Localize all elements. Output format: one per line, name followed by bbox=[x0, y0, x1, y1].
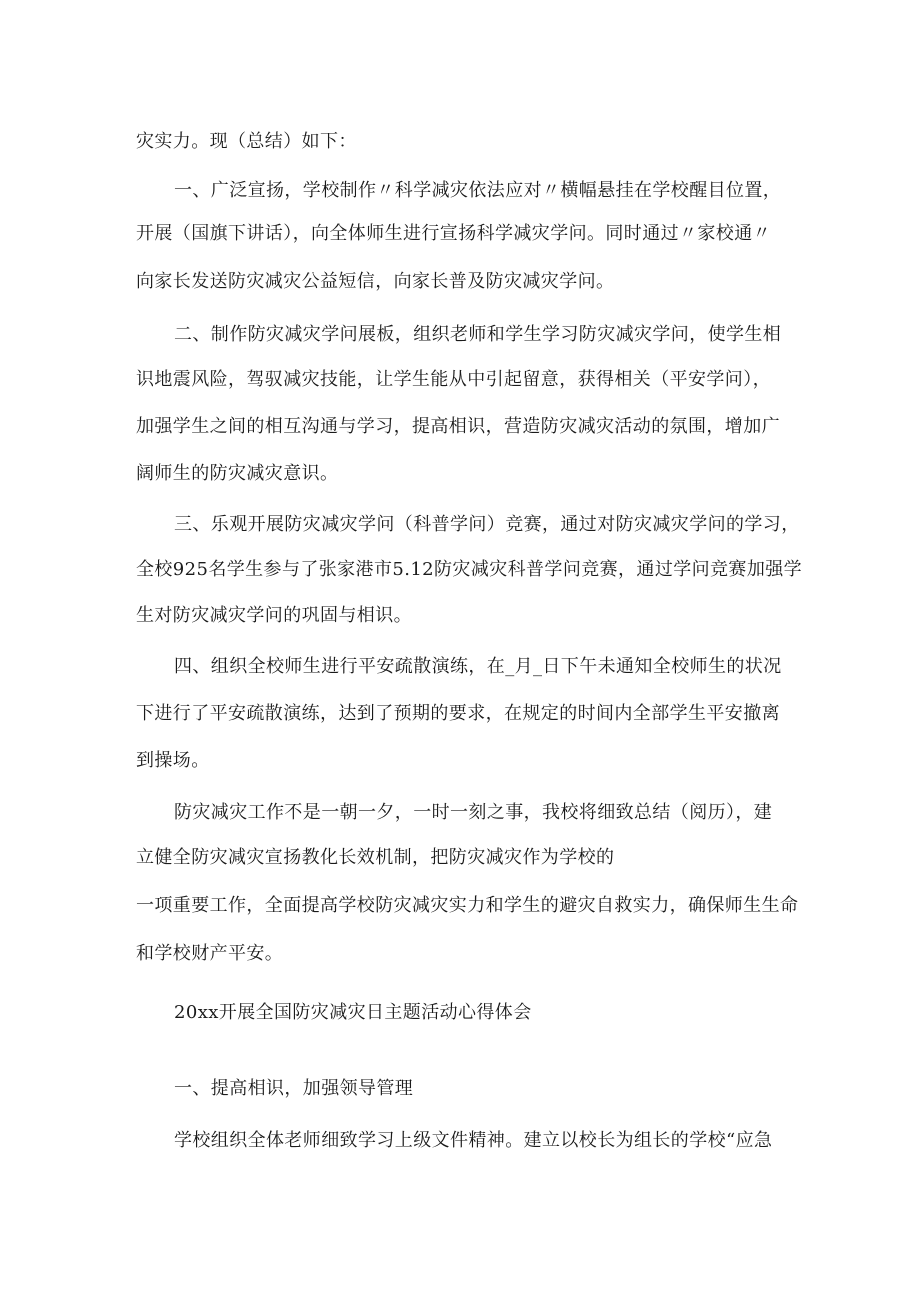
text-line: 开展（国旗下讲话），向全体师生进行宣扬科学减灾学问。同时通过〃家校通〃 bbox=[136, 223, 771, 244]
text-line: 生对防灾减灾学问的巩固与相识。 bbox=[136, 605, 412, 626]
text-line: 全校925名学生参与了张家港市5.12防灾减灾科普学问竞赛，通过学问竞赛加强学 bbox=[136, 559, 803, 580]
text-line: 学校组织全体老师细致学习上级文件精神。建立以校长为组长的学校“应急 bbox=[174, 1130, 773, 1151]
text-line: 和学校财产平安。 bbox=[136, 943, 284, 964]
text-line: 四、组织全校师生进行平安疏散演练，在_月_日下午未通知全校师生的状况 bbox=[174, 656, 782, 677]
text-line: 立健全防灾减灾宣扬教化长效机制，把防灾减灾作为学校的 bbox=[136, 847, 615, 868]
text-line: 一、广泛宣扬，学校制作〃科学减灾依法应对〃横幅悬挂在学校醒目位置， bbox=[174, 180, 782, 201]
text-line: 三、乐观开展防灾减灾学问（科普学问）竞赛，通过对防灾减灾学问的学习， bbox=[174, 514, 800, 535]
text-line: 识地震风险，驾驭减灾技能，让学生能从中引起留意，获得相关（平安学问）， bbox=[136, 369, 771, 390]
text-line: 加强学生之间的相互沟通与学习，提高相识，营造防灾减灾活动的氛围，增加广 bbox=[136, 416, 780, 437]
text-line: 向家长发送防灾减灾公益短信，向家长普及防灾减灾学问。 bbox=[136, 271, 615, 292]
text-line: 阔师生的防灾减灾意识。 bbox=[136, 463, 339, 484]
section-heading: 20xx开展全国防灾减灾日主题活动心得体会 bbox=[174, 1002, 532, 1023]
text-line: 防灾减灾工作不是一朝一夕，一时一刻之事，我校将细致总结（阅历），建 bbox=[174, 802, 773, 823]
text-line: 一项重要工作，全面提高学校防灾减灾实力和学生的避灾自救实力，确保师生生命 bbox=[136, 895, 799, 916]
text-line: 二、制作防灾减灾学问展板，组织老师和学生学习防灾减灾学问，使学生相 bbox=[174, 324, 782, 345]
text-line: 到操场。 bbox=[136, 750, 210, 771]
text-line: 下进行了平安疏散演练，达到了预期的要求，在规定的时间内全部学生平安撤离 bbox=[136, 703, 780, 724]
text-line: 灾实力。现（总结）如下： bbox=[136, 131, 357, 152]
section-heading: 一、提高相识，加强领导管理 bbox=[174, 1078, 414, 1099]
